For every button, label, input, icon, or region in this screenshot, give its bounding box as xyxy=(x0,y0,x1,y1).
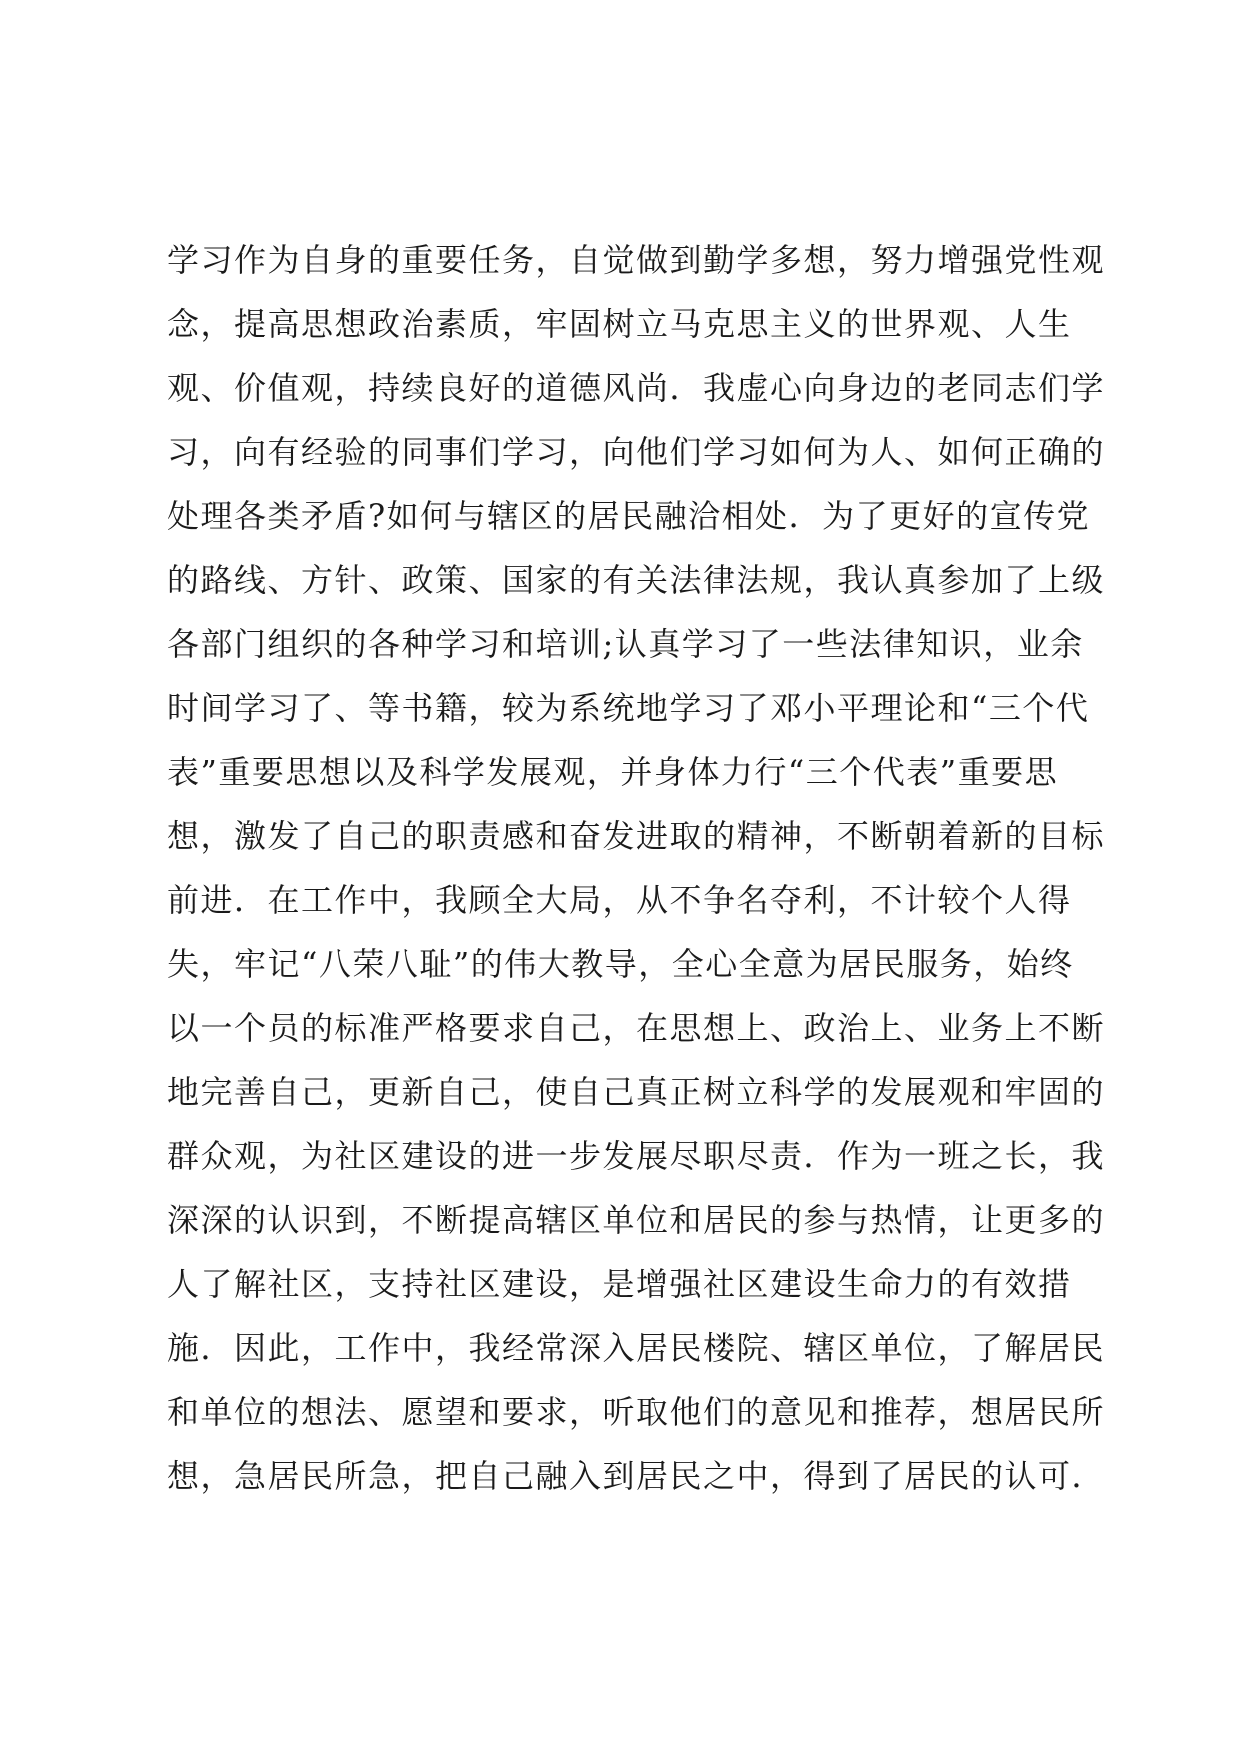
text-line: 表”重要思想以及科学发展观，并身体力行“三个代表”重要思 xyxy=(167,753,1059,791)
text-line: 前进．在工作中，我顾全大局，从不争名夺利，不计较个人得 xyxy=(167,881,1072,919)
text-line: 施．因此，工作中，我经常深入居民楼院、辖区单位，了解居民 xyxy=(167,1329,1106,1367)
text-line: 想，激发了自己的职责感和奋发进取的精神，不断朝着新的目标 xyxy=(167,817,1106,855)
text-line: 学习作为自身的重要任务，自觉做到勤学多想，努力增强党性观 xyxy=(167,241,1106,279)
text-line: 时间学习了、等书籍，较为系统地学习了邓小平理论和“三个代 xyxy=(167,689,1090,727)
text-line: 以一个员的标准严格要求自己，在思想上、政治上、业务上不断 xyxy=(167,1009,1106,1047)
text-line: 习，向有经验的同事们学习，向他们学习如何为人、如何正确的 xyxy=(167,433,1106,471)
text-line: 处理各类矛盾?如何与辖区的居民融洽相处．为了更好的宣传党 xyxy=(167,497,1091,535)
text-line: 观、价值观，持续良好的道德风尚．我虚心向身边的老同志们学 xyxy=(167,369,1106,407)
text-line: 念，提高思想政治素质，牢固树立马克思主义的世界观、人生 xyxy=(167,305,1072,343)
text-line: 地完善自己，更新自己，使自己真正树立科学的发展观和牢固的 xyxy=(167,1073,1106,1111)
text-line: 各部门组织的各种学习和培训;认真学习了一些法律知识，业余 xyxy=(167,625,1084,663)
text-line: 失，牢记“八荣八耻”的伟大教导，全心全意为居民服务，始终 xyxy=(167,945,1074,983)
text-line: 和单位的想法、愿望和要求，听取他们的意见和推荐，想居民所 xyxy=(167,1393,1106,1431)
body-text xyxy=(167,228,1106,1508)
text-line: 想，急居民所急，把自己融入到居民之中，得到了居民的认可． xyxy=(167,1457,1106,1495)
text-line: 群众观，为社区建设的进一步发展尽职尽责．作为一班之长，我 xyxy=(167,1137,1106,1175)
text-line: 深深的认识到，不断提高辖区单位和居民的参与热情，让更多的 xyxy=(167,1201,1106,1239)
text-line: 的路线、方针、政策、国家的有关法律法规，我认真参加了上级 xyxy=(167,561,1106,599)
text-line: 人了解社区，支持社区建设，是增强社区建设生命力的有效措 xyxy=(167,1265,1072,1303)
